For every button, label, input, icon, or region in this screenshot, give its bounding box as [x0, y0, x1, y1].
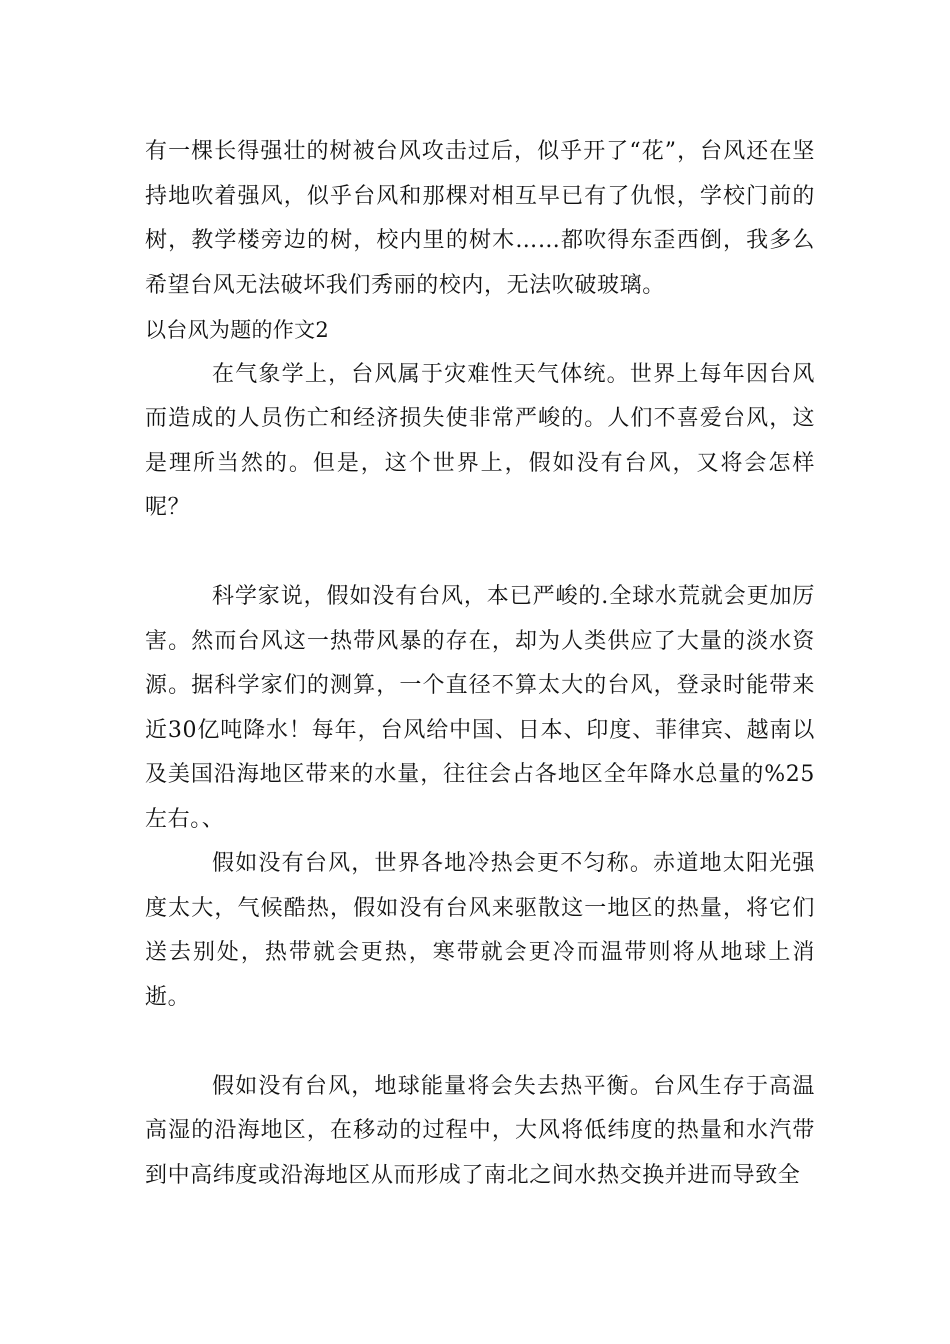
paragraph-water-resources: 科学家说，假如没有台风，本已严峻的.全球水荒就会更加厉害。然而台风这一热带风暴的存在，却为人类供应了大量的淡水资源。据科学家们的测算，一个直径不算太大的台风，登录时能带来近30亿吨降水！每年，台风给中国、日本、印度、菲律宾、越南以及美国沿海地区带来的水量，往往会占各地区全年降水总量的%25左右。、 — [145, 584, 815, 832]
paragraph-heat-balance: 假如没有台风，地球能量将会失去热平衡。台风生存于高温高湿的沿海地区，在移动的过程中，大风将低纬度的热量和水汽带到中高纬度或沿海地区从而形成了南北之间水热交换并进而导致全 — [145, 1073, 815, 1188]
paragraph-spacer — [145, 1020, 815, 1065]
paragraph-temperature-balance: 假如没有台风，世界各地冷热会更不匀称。赤道地太阳光强度太大，气候酷热，假如没有台风来驱散这一地区的热量，将它们送去别处，热带就会更热，寒带就会更冷而温带则将从地球上消逝。 — [145, 851, 815, 1010]
paragraph-spacer — [145, 531, 815, 576]
section-heading: 以台风为题的作文2 — [145, 318, 330, 342]
paragraph-meteorology: 在气象学上，台风属于灾难性天气体统。世界上每年因台风而造成的人员伤亡和经济损失使非常严峻的。人们不喜爱台风，这是理所当然的。但是，这个世界上，假如没有台风，又将会怎样呢？ — [145, 361, 815, 520]
paragraph-typhoon-tree: 有一棵长得强壮的树被台风攻击过后，似乎开了“花”，台风还在坚持地吹着强风，似乎台风和那棵对相互早已有了仇恨，学校门前的树，教学楼旁边的树，校内里的树木……都吹得东歪西倒，我多么希望台风无法破坏我们秀丽的校内，无法吹破玻璃。 — [145, 139, 815, 298]
document-body — [145, 130, 815, 1198]
